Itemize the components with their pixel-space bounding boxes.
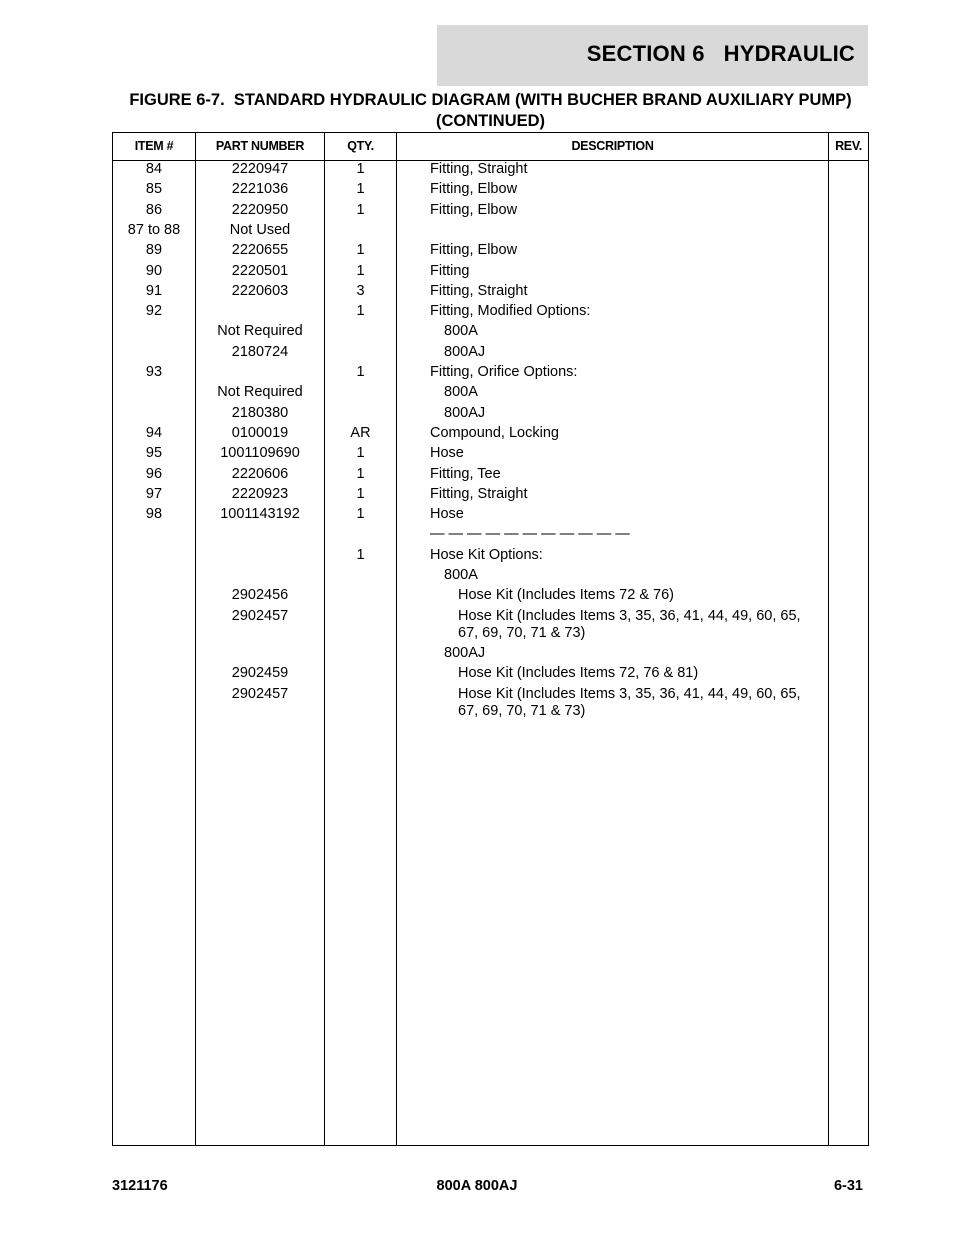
cell-qty: 1 — [356, 364, 365, 380]
cell-part-number: 2220923 — [231, 485, 289, 502]
cell-description: Fitting, Tee — [430, 465, 501, 482]
cell-description: Fitting, Straight — [430, 282, 528, 299]
cell-qty: 1 — [356, 485, 365, 502]
cell-part-number: 1001143192 — [220, 506, 300, 523]
cell-item: 96 — [145, 465, 163, 482]
cell-part-number: 0100019 — [231, 424, 289, 441]
cell-qty: 1 — [356, 242, 365, 259]
section-title: SECTION 6 HYDRAULIC — [586, 41, 855, 66]
column-divider — [396, 133, 397, 1145]
cell-part-number: 2220603 — [231, 282, 289, 299]
cell-item: 90 — [145, 262, 163, 279]
cell-item: 94 — [145, 424, 163, 441]
cell-item: 93 — [145, 364, 163, 380]
figure-title — [112, 90, 869, 132]
cell-description: Fitting, Orifice Options: — [430, 364, 578, 380]
column-header-qty: QTY. — [347, 139, 374, 153]
cell-part-number: 2220950 — [231, 201, 289, 218]
figure-title-line1: FIGURE 6-7. STANDARD HYDRAULIC DIAGRAM (WITH BUCHER BRAND AUXILIARY PUMP) — [129, 91, 852, 109]
cell-description: 800A — [444, 384, 478, 401]
parts-table — [112, 132, 869, 1146]
cell-description: Fitting, Straight — [430, 161, 528, 177]
cell-part-number: 2902456 — [231, 587, 289, 604]
cell-item: 98 — [145, 506, 163, 523]
cell-item: 91 — [145, 282, 163, 299]
cell-description: Hose Kit (Includes Items 72, 76 & 81) — [458, 665, 699, 682]
cell-item: 86 — [145, 201, 163, 218]
cell-part-number: 1001109690 — [220, 445, 300, 462]
cell-qty: 1 — [356, 201, 365, 218]
cell-qty: 1 — [356, 465, 365, 482]
cell-description: 800AJ — [444, 644, 486, 661]
cell-qty: 1 — [356, 262, 365, 279]
cell-description: Hose Kit (Includes Items 72 & 76) — [458, 587, 674, 604]
figure-title-line2: (CONTINUED) — [435, 112, 546, 130]
cell-part-number: 2220501 — [231, 262, 289, 279]
cell-description: 800AJ — [444, 404, 486, 421]
cell-description: Fitting, Elbow — [430, 242, 518, 259]
cell-part-number: 2180380 — [231, 404, 289, 421]
cell-part-number: 2221036 — [231, 181, 289, 198]
column-divider — [828, 133, 829, 1145]
cell-item: 85 — [145, 181, 163, 198]
cell-part-number: 2220947 — [231, 161, 289, 177]
cell-description: Hose Kit Options: — [430, 546, 543, 563]
cell-qty: 1 — [356, 303, 365, 320]
cell-qty: 3 — [356, 282, 365, 299]
cell-description: Fitting, Modified Options: — [430, 303, 591, 320]
cell-description: — — — — — — — — — — — — [430, 526, 630, 543]
footer-model: 800A 800AJ — [436, 1178, 518, 1194]
cell-description: Hose Kit (Includes Items 3, 35, 36, 41, 44, 49, 60, 65, 67, 69, 70, 71 & 73) — [458, 607, 801, 641]
cell-part-number: 2902457 — [231, 685, 289, 702]
cell-part-number: 2220655 — [231, 242, 289, 259]
cell-qty: AR — [350, 424, 371, 441]
column-header-part-number: PART NUMBER — [215, 139, 305, 153]
cell-qty: 1 — [356, 161, 365, 177]
cell-description: Fitting, Elbow — [430, 181, 518, 198]
cell-description: 800A — [444, 323, 478, 340]
cell-item: 95 — [145, 445, 163, 462]
column-header-rev: REV. — [835, 139, 862, 153]
cell-description: Hose — [430, 506, 464, 523]
cell-description: Fitting, Elbow — [430, 201, 518, 218]
cell-description: Fitting — [430, 262, 470, 279]
footer-page-number: 6-31 — [833, 1178, 863, 1194]
cell-item: 97 — [145, 485, 163, 502]
cell-description: 800A — [444, 567, 478, 583]
column-header-description: DESCRIPTION — [571, 139, 654, 153]
cell-part-number: Not Required — [217, 384, 303, 401]
cell-qty: 1 — [356, 546, 365, 563]
cell-item: 87 to 88 — [127, 221, 181, 238]
cell-item: 89 — [145, 242, 163, 259]
cell-part-number: 2902457 — [231, 607, 289, 624]
cell-qty: 1 — [356, 181, 365, 198]
footer-doc-number: 3121176 — [112, 1178, 168, 1194]
cell-part-number: Not Used — [229, 221, 291, 238]
cell-item: 92 — [145, 303, 163, 320]
cell-part-number: 2902459 — [231, 665, 289, 682]
cell-description: Fitting, Straight — [430, 485, 528, 502]
section-banner — [437, 25, 868, 86]
cell-part-number: 2180724 — [231, 343, 289, 360]
column-header-item: ITEM # — [134, 139, 174, 153]
cell-item: 84 — [145, 161, 163, 177]
cell-description: Hose — [430, 445, 464, 462]
cell-description: Hose Kit (Includes Items 3, 35, 36, 41, 44, 49, 60, 65, 67, 69, 70, 71 & 73) — [458, 685, 801, 719]
cell-qty: 1 — [356, 445, 365, 462]
cell-part-number: 2220606 — [231, 465, 289, 482]
cell-qty: 1 — [356, 506, 365, 523]
cell-part-number: Not Required — [217, 323, 303, 340]
cell-description: 800AJ — [444, 343, 486, 360]
cell-description: Compound, Locking — [430, 424, 559, 441]
